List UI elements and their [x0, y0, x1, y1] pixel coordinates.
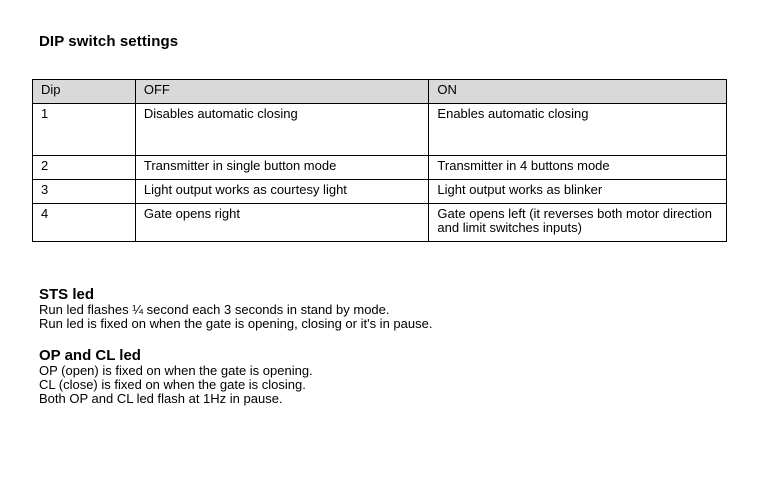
cell-on: Gate opens left (it reverses both motor direction and limit switches inputs)	[429, 204, 727, 242]
cell-dip: 3	[33, 180, 136, 204]
table-row	[33, 104, 727, 156]
cell-off: Light output works as courtesy light	[135, 180, 429, 204]
header-on: ON	[429, 80, 727, 104]
cell-off: Gate opens right	[135, 204, 429, 242]
header-off: OFF	[135, 80, 429, 104]
sts-line: Run led is fixed on when the gate is opening, closing or it's in pause.	[39, 316, 433, 331]
cell-dip: 4	[33, 204, 136, 242]
cell-on: Enables automatic closing	[429, 104, 727, 156]
cell-dip: 1	[33, 104, 136, 156]
cell-on: Light output works as blinker	[429, 180, 727, 204]
table-header-row	[33, 80, 727, 104]
dip-switch-table	[32, 79, 727, 242]
op-cl-line: CL (close) is fixed on when the gate is closing.	[39, 377, 306, 392]
sts-led-section	[39, 287, 432, 331]
op-cl-line: Both OP and CL led flash at 1Hz in pause.	[39, 391, 283, 406]
op-cl-line: OP (open) is fixed on when the gate is opening.	[39, 363, 313, 378]
sts-line: Run led flashes ¼ second each 3 seconds in stand by mode.	[39, 302, 390, 317]
table-row	[33, 180, 727, 204]
table-row	[33, 204, 727, 242]
op-cl-led-section	[39, 348, 313, 406]
cell-dip: 2	[33, 156, 136, 180]
cell-off: Disables automatic closing	[135, 104, 429, 156]
header-dip: Dip	[33, 80, 136, 104]
table-row	[33, 156, 727, 180]
op-cl-led-heading: OP and CL led	[39, 347, 141, 364]
cell-off: Transmitter in single button mode	[135, 156, 429, 180]
page-title: DIP switch settings	[39, 33, 179, 50]
sts-led-heading: STS led	[39, 286, 95, 303]
cell-on: Transmitter in 4 buttons mode	[429, 156, 727, 180]
